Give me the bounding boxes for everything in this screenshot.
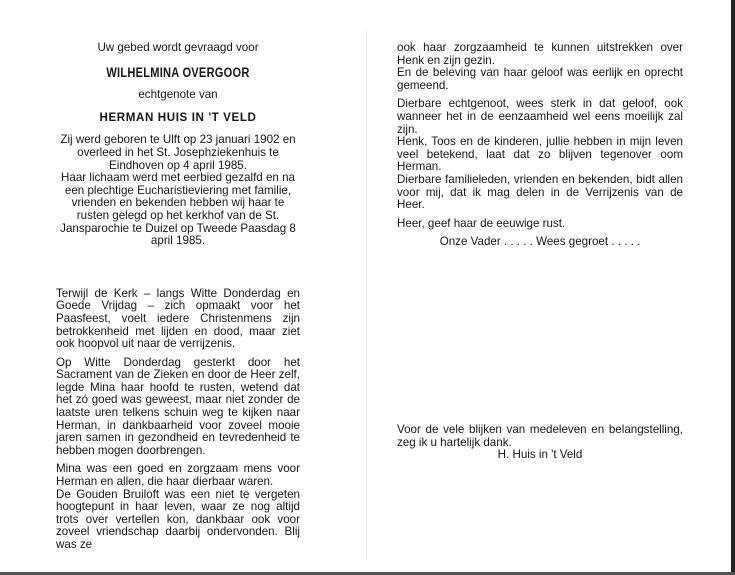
continuation-2: En de beleving van haar geloof was eerlijk en oprecht gemeend. — [397, 66, 683, 92]
continuation-1: ook haar zorgzaamheid te kunnen uitstrekken over Henk en zijn gezin. — [397, 41, 683, 67]
meditation-paragraph-1: Terwijl de Kerk – langs Witte Donderdag en Goede Vrijdag – zich opmaakt voor het Paasfeest, voelt iedere Christenmens zijn betrokkenheid met lijden en dood, maar ziet ook hoopvol uit naar de verrijzenis. — [56, 286, 300, 351]
closing-prayer: Heer, geef haar de eeuwige rust. — [397, 216, 566, 230]
signature: H. Huis in 't Veld — [497, 448, 583, 462]
birth-death-paragraph: Zij werd geboren te Ulft op 23 januari 1902 en overleed in het St. Josephziekenhuis te Eindhoven op 4 april 1985. — [60, 133, 296, 172]
address-children: Henk, Toos en de kinderen, jullie hebben in mijn leven veel betekend, laat dat zo blijven tegenover oom Herman. — [397, 135, 683, 174]
address-family: Dierbare familieleden, vrienden en bekenden, bidt allen voor mij, dat ik mag delen in de Verrijzenis van de Heer. — [397, 172, 683, 212]
meditation-paragraph-3: Mina was een goed en zorgzaam mens voor Herman en allen, die haar dierbaar waren. — [56, 462, 300, 489]
thanks-text: Voor de vele blijken van medeleven en belangstelling, zeg ik u hartelijk dank. — [397, 423, 683, 449]
left-column — [56, 42, 300, 558]
section-gap — [56, 254, 300, 288]
spouse-name: HERMAN HUIS IN 'T VELD — [99, 110, 257, 124]
relation-label: echtgenote van — [138, 88, 218, 102]
card-edge-right — [731, 0, 735, 575]
request-line: Uw gebed wordt gevraagd voor — [97, 41, 259, 54]
deceased-name: WILHELMINA OVERGOOR — [106, 64, 250, 80]
burial-paragraph: Haar lichaam werd met eerbied gezalfd en na een plechtige Eucharistieviering met familie, vrienden en bekenden hebben wij haar te rusten gelegd op het kerkhof van de St. Jansparochie te Duizel op Tweede Paasdag 8 april 1985. — [60, 171, 296, 248]
fold-line — [366, 30, 367, 560]
thanks-block — [397, 424, 683, 468]
address-spouse: Dierbare echtgenoot, wees sterk in dat geloof, ook wanneer het in de eenzaamheid wel eens moeilijk zal zijn. — [397, 97, 683, 136]
prayers-line: Onze Vader . . . . . Wees gegroet . . . . . — [439, 235, 641, 249]
meditation-paragraph-4: De Gouden Bruiloft was een niet te vergeten hoogtepunt in haar leven, waar ze nog altijd trots over vertellen kon, dankbaar ook voor zoveel vriendschap daarbij ondervonden. Blij was ze — [56, 487, 300, 551]
right-column — [397, 42, 683, 255]
meditation-paragraph-2: Op Witte Donderdag gesterkt door het Sacrament van de Zieken en door de Heer zelf, legde Mina haar hoofd te rusten, wetend dat het zó goed was geweest, maar niet zonder de laatste uren telkens schuin weg te kijken naar Herman, in dankbaarheid voor zoveel mooie jaren samen in gezondheid en tevredenheid te hebben mogen doorbrengen. — [56, 355, 300, 457]
